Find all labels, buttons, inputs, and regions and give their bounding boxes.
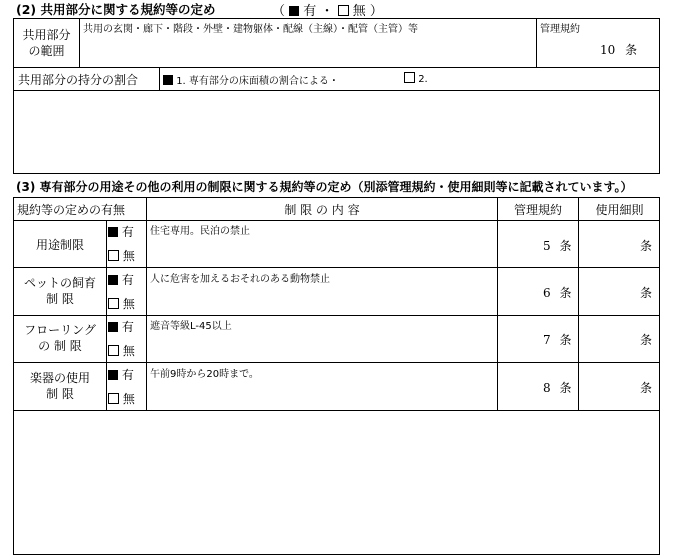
row-usage-no bbox=[108, 247, 135, 264]
pet-rules-number: 6 bbox=[543, 286, 551, 300]
row-instrument-content: 午前9時から20時まで。 bbox=[150, 369, 259, 380]
scope-text: 共用の玄関・廊下・階段・外壁・建物躯体・配線（主線）・配管（主管）等 bbox=[83, 24, 418, 35]
header-detail: 使用細則 bbox=[595, 203, 644, 217]
share-option2 bbox=[404, 72, 428, 85]
row-label-pet bbox=[14, 275, 106, 307]
row-flooring-no bbox=[108, 342, 135, 359]
row-instrument-detail: 条 bbox=[640, 381, 653, 395]
pet-label-line1: ペットの飼育 bbox=[23, 276, 96, 290]
flooring-label-line1: フローリング bbox=[24, 323, 96, 337]
pet-no-checkbox-unchecked[interactable] bbox=[108, 298, 119, 309]
row-instrument-rules bbox=[543, 379, 571, 396]
section2-presence bbox=[272, 0, 383, 19]
scope-label-line2: の範囲 bbox=[28, 44, 65, 58]
instrument-label-line2: 制 限 bbox=[46, 387, 74, 401]
instrument-rules-number: 8 bbox=[543, 381, 551, 395]
header-rules: 管理規約 bbox=[513, 203, 562, 217]
row-instrument-no bbox=[108, 390, 135, 407]
row-pet-rules bbox=[543, 284, 571, 301]
presence-open: （ bbox=[272, 4, 286, 19]
header-content: 制 限 の 内 容 bbox=[284, 203, 360, 217]
flooring-rules-unit: 条 bbox=[559, 333, 572, 347]
rules-article-unit: 条 bbox=[625, 43, 638, 57]
row-pet-yes bbox=[108, 271, 134, 288]
row-usage-content: 住宅専用。民泊の禁止 bbox=[150, 226, 250, 237]
row-pet-no bbox=[108, 295, 135, 312]
share-option1-checkbox-checked[interactable] bbox=[163, 75, 173, 85]
share-option1 bbox=[163, 72, 339, 87]
instrument-label-line1: 楽器の使用 bbox=[29, 371, 90, 385]
row-flooring-content: 遮音等級L-45以上 bbox=[150, 321, 232, 332]
instrument-yes-label: 有 bbox=[121, 368, 134, 382]
usage-rules-number: 5 bbox=[543, 239, 551, 253]
row-label-flooring bbox=[14, 322, 106, 354]
row-usage-rules bbox=[543, 237, 571, 254]
pet-label-line2: 制 限 bbox=[46, 292, 74, 306]
pet-rules-unit: 条 bbox=[559, 286, 572, 300]
presence-separator: ・ bbox=[320, 4, 334, 19]
presence-close: ） bbox=[369, 4, 383, 19]
row-flooring-detail: 条 bbox=[640, 333, 653, 347]
instrument-yes-checkbox-checked[interactable] bbox=[108, 370, 118, 380]
rules-article-number: 10 bbox=[600, 43, 616, 57]
flooring-rules-number: 7 bbox=[543, 333, 551, 347]
share-option2-checkbox-unchecked[interactable] bbox=[404, 72, 415, 83]
instrument-no-checkbox-unchecked[interactable] bbox=[108, 393, 119, 404]
pet-yes-label: 有 bbox=[121, 273, 134, 287]
scope-label bbox=[14, 27, 79, 59]
section2-title: (2) 共用部分に関する規約等の定め bbox=[16, 2, 216, 17]
header-presence: 規約等の定めの有無 bbox=[17, 203, 126, 217]
checkbox-no-unchecked[interactable] bbox=[338, 5, 349, 16]
presence-no-label: 無 bbox=[352, 4, 366, 19]
row-pet-content: 人に危害を加えるおそれのある動物禁止 bbox=[150, 274, 330, 285]
row-usage-yes bbox=[108, 223, 134, 240]
row-instrument-yes bbox=[108, 366, 134, 383]
usage-no-checkbox-unchecked[interactable] bbox=[108, 250, 119, 261]
usage-rules-unit: 条 bbox=[559, 239, 572, 253]
instrument-rules-unit: 条 bbox=[559, 381, 572, 395]
flooring-label-line2: の 制 限 bbox=[38, 339, 82, 353]
flooring-no-label: 無 bbox=[122, 344, 135, 358]
row-pet-detail: 条 bbox=[640, 286, 653, 300]
scope-label-line1: 共用部分 bbox=[22, 28, 71, 42]
pet-yes-checkbox-checked[interactable] bbox=[108, 275, 118, 285]
usage-yes-label: 有 bbox=[121, 225, 134, 239]
usage-yes-checkbox-checked[interactable] bbox=[108, 227, 118, 237]
row-usage-detail: 条 bbox=[640, 239, 653, 253]
flooring-yes-label: 有 bbox=[121, 320, 134, 334]
common-area-table bbox=[13, 18, 660, 174]
flooring-yes-checkbox-checked[interactable] bbox=[108, 322, 118, 332]
row-flooring-rules bbox=[543, 331, 571, 348]
presence-yes-label: 有 bbox=[303, 4, 317, 19]
flooring-no-checkbox-unchecked[interactable] bbox=[108, 345, 119, 356]
rules-article bbox=[600, 41, 637, 58]
pet-no-label: 無 bbox=[122, 297, 135, 311]
share-label: 共用部分の持分の割合 bbox=[18, 73, 139, 87]
share-option1-label: 1. 専有部分の床面積の割合による・ bbox=[176, 76, 339, 87]
row-label-usage: 用途制限 bbox=[35, 238, 84, 252]
row-flooring-yes bbox=[108, 318, 134, 335]
usage-no-label: 無 bbox=[122, 249, 135, 263]
share-option2-label: 2. bbox=[418, 74, 428, 85]
instrument-no-label: 無 bbox=[122, 392, 135, 406]
row-label-instrument bbox=[14, 370, 106, 402]
section3-title: (3) 専有部分の用途その他の利用の制限に関する規約等の定め（別添管理規約・使用細則等に記載されています。） bbox=[16, 180, 633, 194]
checkbox-yes-checked[interactable] bbox=[289, 6, 299, 16]
rules-label: 管理規約 bbox=[540, 24, 580, 35]
